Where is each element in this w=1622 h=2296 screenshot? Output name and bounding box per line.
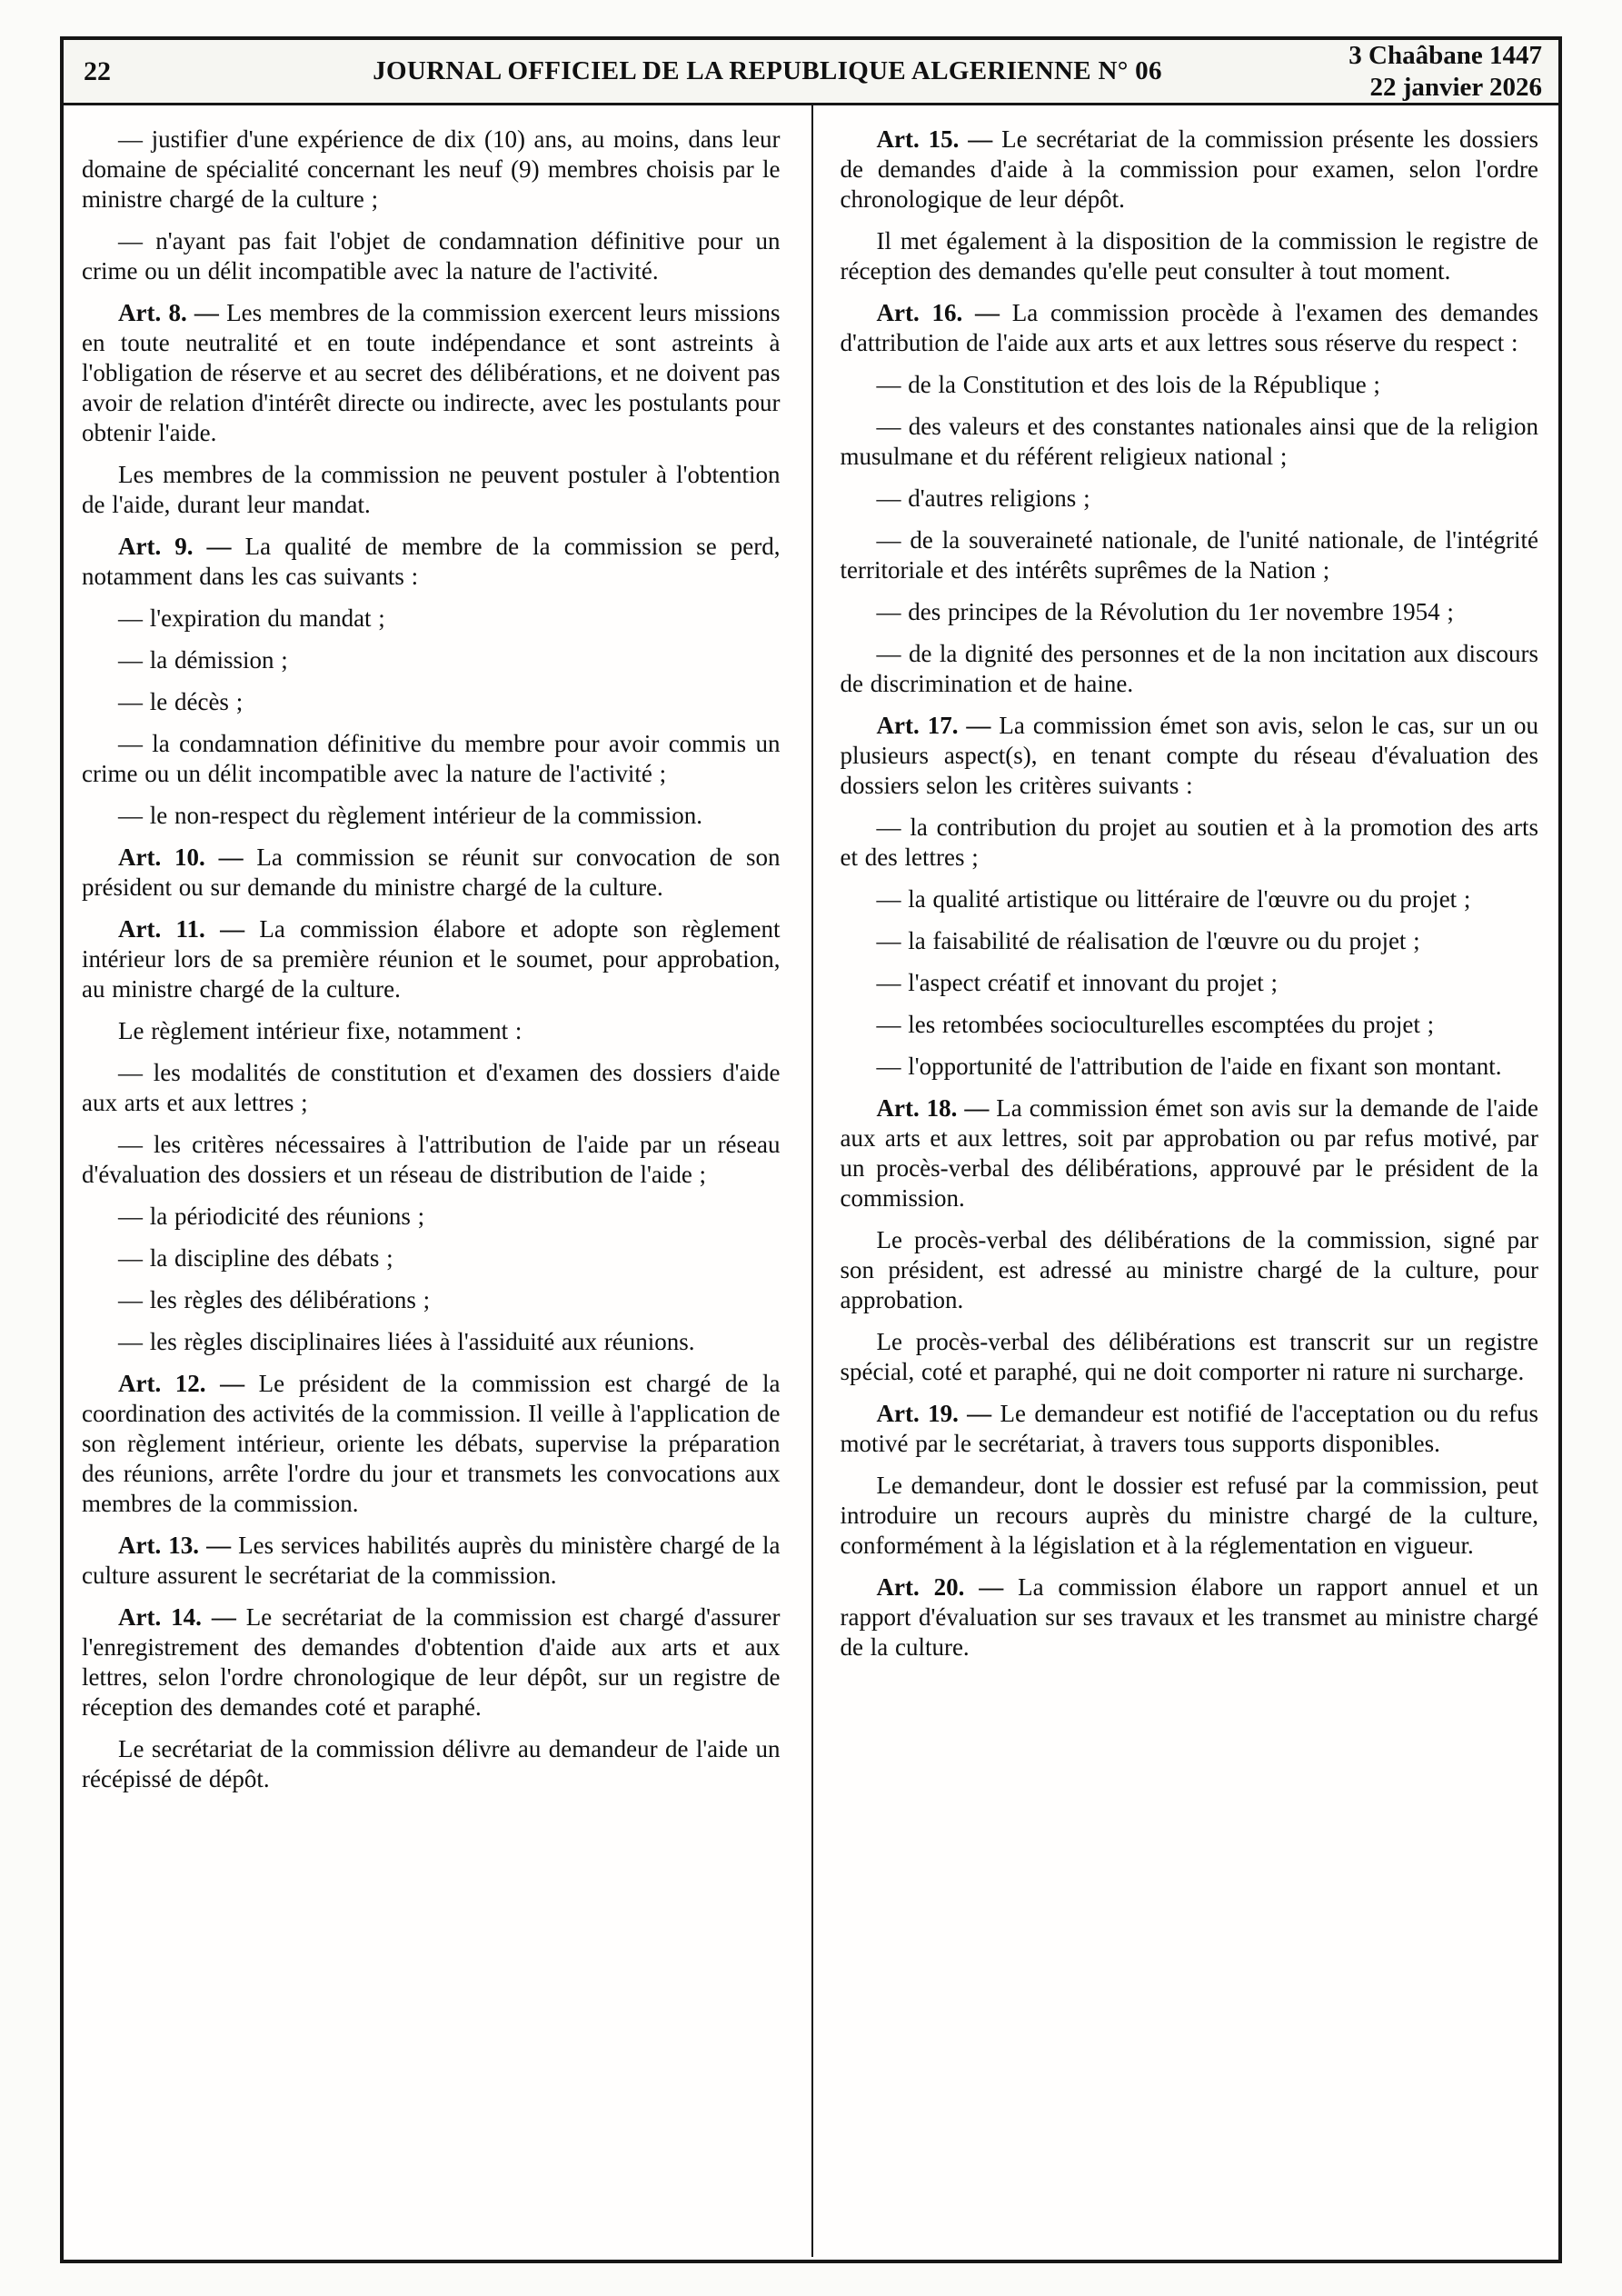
article-paragraph: Art. 14. — Le secrétariat de la commission est chargé d'assurer l'enregistrement des demandes d'obtention d'aide aux arts et aux lettres, selon l'ordre chronologique de leur dépôt, sur un registre de réception des demandes coté et paraphé. [82,1603,781,1721]
article-number-label: Art. 15. — [876,125,993,153]
body-paragraph: Le secrétariat de la commission délivre au demandeur de l'aide un récépissé de dépôt. [82,1735,781,1792]
list-item-paragraph: — n'ayant pas fait l'objet de condamnation définitive pour un crime ou un délit incompatible avec la nature de l'activité. [82,227,781,285]
list-item-paragraph: — le non-respect du règlement intérieur de la commission. [118,802,703,829]
article-number-label: Art. 8. — [118,299,219,326]
list-item-paragraph: — la démission ; [118,646,288,674]
list-item-paragraph: — la discipline des débats ; [118,1244,393,1272]
article-paragraph: Art. 15. — Le secrétariat de la commission présente les dossiers de demandes d'aide à la commission pour examen, selon l'ordre chronologique de leur dépôt. [840,125,1538,213]
list-item-paragraph: — le décès ; [118,688,244,715]
list-item-paragraph: — les règles des délibérations ; [118,1286,431,1313]
article-paragraph: Art. 11. — La commission élabore et adopte son règlement intérieur lors de sa première réunion et le soumet, pour approbation, au ministre chargé de la culture. [82,915,781,1003]
article-number-label: Art. 9. — [118,533,232,560]
article-number-label: Art. 10. — [118,844,244,871]
list-item-paragraph: — justifier d'une expérience de dix (10) ans, au moins, dans leur domaine de spécialité concernant les neuf (9) membres choisis par le ministre chargé de la culture ; [82,125,781,213]
article-number-label: Art. 11. — [118,915,245,943]
article-number-label: Art. 20. — [876,1573,1004,1601]
page-frame [60,36,1562,2263]
article-paragraph: Art. 12. — Le président de la commission est chargé de la coordination des activités de la commission. Il veille à l'application de son règlement intérieur, oriente les débats, supervise la préparation des réunions, arrête l'ordre du jour et transmets les convocations aux membres de la commission. [82,1370,781,1517]
list-item-paragraph: — la condamnation définitive du membre pour avoir commis un crime ou un délit incompatible avec la nature de l'activité ; [82,730,781,787]
date-block [1315,40,1542,104]
list-item-paragraph: — la contribution du projet au soutien et à la promotion des arts et des lettres ; [840,814,1538,871]
article-number-label: Art. 16. — [876,299,1000,326]
list-item-paragraph: — de la dignité des personnes et de la non incitation aux discours de discrimination et de haine. [840,640,1538,697]
article-paragraph: Art. 18. — La commission émet son avis sur la demande de l'aide aux arts et aux lettres, soit par approbation ou par refus motivé, par un procès-verbal des délibérations, approuvé par le président de la commission. [840,1094,1538,1212]
list-item-paragraph: — l'aspect créatif et innovant du projet ; [876,969,1278,996]
body-paragraph: Le règlement intérieur fixe, notamment : [118,1017,522,1044]
hijri-date: 3 Chaâbane 1447 [1348,40,1542,70]
list-item-paragraph: — les modalités de constitution et d'examen des dossiers d'aide aux arts et aux lettres ; [82,1059,781,1116]
article-paragraph: Art. 17. — La commission émet son avis, selon le cas, sur un ou plusieurs aspect(s), en tenant compte du réseau d'évaluation des dossiers selon les critères suivants : [840,712,1538,799]
list-item-paragraph: — les règles disciplinaires liées à l'assiduité aux réunions. [118,1328,695,1355]
article-number-label: Art. 17. — [876,712,991,739]
article-number-label: Art. 13. — [118,1532,232,1559]
body-paragraph: Le demandeur, dont le dossier est refusé par la commission, peut introduire un recours auprès du ministre chargé de la culture, conformément à la législation et à la réglementation en vigueur. [840,1472,1538,1559]
article-paragraph: Art. 8. — Les membres de la commission exercent leurs missions en toute neutralité et en toute indépendance et sont astreints à l'obligation de réserve et au secret des délibérations, et ne doivent pas avoir de relation d'intérêt directe ou indirecte, avec les postulants pour obtenir l'aide. [82,299,781,446]
article-paragraph: Art. 16. — La commission procède à l'examen des demandes d'attribution de l'aide aux arts et aux lettres sous réserve du respect : [840,299,1538,356]
list-item-paragraph: — l'opportunité de l'attribution de l'aide en fixant son montant. [876,1053,1502,1080]
article-number-label: Art. 14. — [118,1603,236,1631]
article-number-label: Art. 12. — [118,1370,245,1397]
gregorian-date: 22 janvier 2026 [1369,72,1542,102]
list-item-paragraph: — de la souveraineté nationale, de l'unité nationale, de l'intégrité territoriale et des intérêts suprêmes de la Nation ; [840,526,1538,584]
right-column [813,105,1539,2257]
columns-container [64,105,1558,2257]
body-paragraph: Le procès-verbal des délibérations de la commission, signé par son président, est adressé au ministre chargé de la culture, pour approbation. [840,1226,1538,1313]
list-item-paragraph: — des principes de la Révolution du 1er novembre 1954 ; [876,598,1454,625]
article-number-label: Art. 18. — [876,1094,990,1122]
article-paragraph: Art. 20. — La commission élabore un rapport annuel et un rapport d'évaluation sur ses travaux et les transmet au ministre chargé de la culture. [840,1573,1538,1661]
article-number-label: Art. 19. — [876,1400,992,1427]
body-paragraph: Les membres de la commission ne peuvent postuler à l'obtention de l'aide, durant leur mandat. [82,461,781,518]
body-paragraph: Le procès-verbal des délibérations est transcrit sur un registre spécial, coté et paraphé, qui ne doit comporter ni rature ni surcharge. [840,1328,1538,1385]
list-item-paragraph: — les retombées socioculturelles escomptées du projet ; [876,1011,1435,1038]
list-item-paragraph: — les critères nécessaires à l'attribution de l'aide par un réseau d'évaluation des dossiers et un réseau de distribution de l'aide ; [82,1131,781,1188]
list-item-paragraph: — de la Constitution et des lois de la République ; [876,371,1380,398]
body-paragraph: Il met également à la disposition de la commission le registre de réception des demandes qu'elle peut consulter à tout moment. [840,227,1538,285]
article-paragraph: Art. 13. — Les services habilités auprès du ministère chargé de la culture assurent le secrétariat de la commission. [82,1532,781,1589]
left-column [82,105,811,2257]
list-item-paragraph: — des valeurs et des constantes nationales ainsi que de la religion musulmane et du référent religieux national ; [840,413,1538,470]
list-item-paragraph: — l'expiration du mandat ; [118,604,385,632]
page-number: 22 [84,55,111,86]
list-item-paragraph: — la qualité artistique ou littéraire de l'œuvre ou du projet ; [876,885,1471,913]
list-item-paragraph: — la faisabilité de réalisation de l'œuvre ou du projet ; [876,927,1420,954]
article-paragraph: Art. 9. — La qualité de membre de la commission se perd, notamment dans les cas suivants : [82,533,781,590]
article-paragraph: Art. 10. — La commission se réunit sur convocation de son président ou sur demande du ministre chargé de la culture. [82,844,781,901]
list-item-paragraph: — d'autres religions ; [876,484,1090,512]
page-header [64,40,1558,105]
article-paragraph: Art. 19. — Le demandeur est notifié de l'acceptation ou du refus motivé par le secrétariat, à travers tous supports disponibles. [840,1400,1538,1457]
list-item-paragraph: — la périodicité des réunions ; [118,1203,425,1230]
journal-title: JOURNAL OFFICIEL DE LA REPUBLIQUE ALGERIENNE N° 06 [373,56,1162,85]
